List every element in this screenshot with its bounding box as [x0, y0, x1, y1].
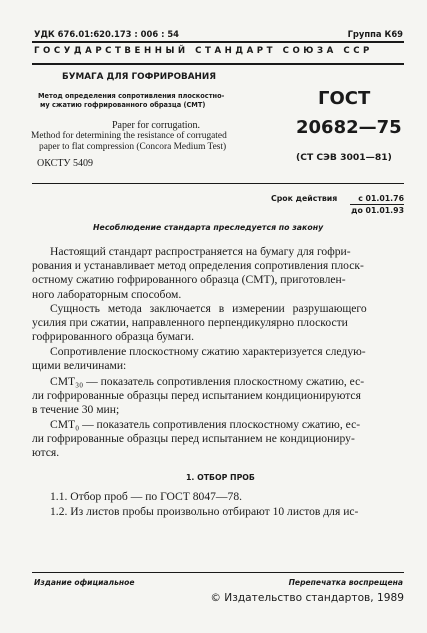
text-line: ли гофрированные образцы перед испытанием кондиционируются: [32, 389, 361, 403]
validity-underline: [350, 204, 404, 205]
gost-label: ГОСТ: [318, 88, 371, 109]
text-line: Настоящий стандарт распространяется на бумагу для гофри-: [50, 245, 351, 258]
english-title-line2: Method for determining the resistance of corrugated: [31, 131, 227, 141]
validity-from: с 01.01.76: [358, 194, 404, 203]
text-line: Сопротивление плоскостному сжатию характеризуется следую-: [50, 345, 366, 358]
document-title: БУМАГА ДЛЯ ГОФРИРОВАНИЯ: [62, 72, 217, 82]
group-code: Группа К69: [347, 29, 403, 39]
text-line: ются.: [32, 446, 60, 460]
header-bottom-rule: [32, 63, 404, 65]
paragraph-essence: [32, 302, 404, 345]
footer-rule: [32, 572, 404, 573]
validity-to: до 01.01.93: [351, 206, 404, 215]
official-edition: Издание официальное: [34, 578, 135, 587]
text-line: СМТ₀ — показатель сопротивления плоскостному сжатию, ес-: [50, 418, 361, 431]
udk-code: УДК 676.01:620.173 : 006 : 54: [34, 29, 179, 39]
validity-label: Срок действия: [271, 194, 338, 203]
text-line: ного лабораторным способом.: [32, 287, 182, 301]
text-line: щими величинами:: [32, 359, 127, 373]
section-item-1-2: 1.2. Из листов пробы произвольно отбирают 10 листов для ис-: [50, 505, 359, 518]
text-line: остному сжатию гофрированного образца (СМТ), приготовлен-: [32, 273, 346, 287]
legal-notice: Несоблюдение стандарта преследуется по закону: [93, 223, 324, 232]
text-line: усилия при сжатии, направленного перпендикулярно плоскости: [32, 316, 348, 330]
text-line: в течение 30 мин;: [32, 403, 120, 417]
document-subtitle-line1: Метод определения сопротивления плоскостно-: [38, 92, 225, 100]
text-line: СМТ₃₀ — показатель сопротивления плоскостному сжатию, ес-: [50, 375, 365, 388]
english-title-line1: Paper for corrugation.: [112, 120, 201, 131]
reprint-notice: Перепечатка воспрещена: [288, 578, 403, 587]
gost-number: 20682—75: [296, 117, 402, 138]
text-line: гофрированного образца бумаги.: [32, 330, 195, 344]
paragraph-cmt0: [32, 418, 404, 461]
section-heading: 1. ОТБОР ПРОБ: [186, 473, 255, 482]
sev-reference: (СТ СЭВ 3001—81): [296, 152, 392, 163]
english-title-line3: paper to flat compression (Concora Medium Test): [39, 142, 227, 152]
title-block-rule: [32, 183, 404, 184]
copyright: © Издательство стандартов, 1989: [210, 592, 404, 604]
header-top-rule: [32, 41, 404, 43]
standard-banner: ГОСУДАРСТВЕННЫЙ СТАНДАРТ СОЮЗА ССР: [34, 46, 373, 56]
paragraph-scope: [32, 245, 404, 302]
section-item-1-1: 1.1. Отбор проб — по ГОСТ 8047—78.: [50, 490, 243, 503]
paragraph-characteristics: [32, 345, 404, 373]
text-line: рования и устанавливает метод определения сопротивления плоск-: [32, 259, 364, 273]
text-line: ли гофрированные образцы перед испытанием не кондициониру-: [32, 432, 355, 446]
document-subtitle-line2: му сжатию гофрированного образца (СМТ): [40, 101, 206, 109]
paragraph-cmt30: [32, 375, 404, 418]
text-line: Сущность метода заключается в измерении разрушающего: [50, 302, 367, 315]
okstu-code: ОКСТУ 5409: [37, 158, 94, 169]
